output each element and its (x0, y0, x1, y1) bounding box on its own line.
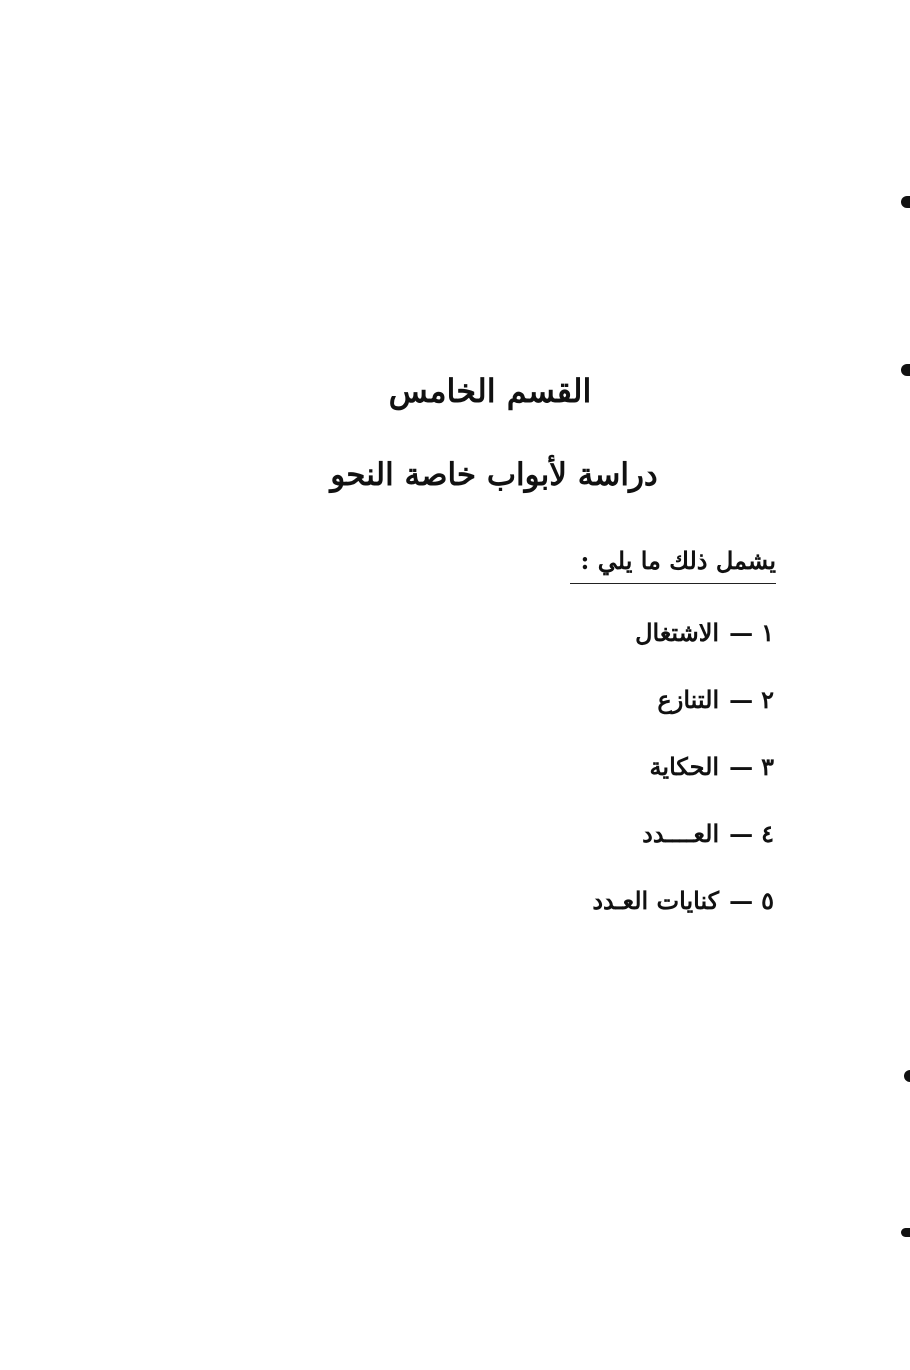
topic-dash: — (729, 685, 754, 714)
topic-label: الاشتغال (635, 618, 720, 647)
topic-number: ٥ (761, 886, 774, 915)
topic-number: ٤ (761, 819, 774, 848)
section-subtitle: دراسة لأبواب خاصة النحو (330, 457, 658, 493)
scan-edge-mark (901, 1228, 910, 1237)
topic-item (592, 752, 774, 819)
section-title: القسم الخامس (388, 372, 592, 410)
topic-dash: — (729, 886, 754, 915)
scan-edge-mark (901, 364, 910, 376)
topic-label: العــــدد (642, 819, 720, 848)
topic-label: كنايات العـدد (592, 886, 720, 915)
topic-item (592, 886, 774, 953)
topic-dash: — (729, 819, 754, 848)
topic-item (592, 819, 774, 886)
topic-dash: — (729, 618, 754, 647)
topic-number: ٢ (761, 685, 774, 714)
topic-label: الحكاية (649, 752, 720, 781)
topic-dash: — (729, 752, 754, 781)
topic-item (592, 618, 774, 685)
scan-edge-mark (901, 196, 910, 208)
topic-list (592, 618, 774, 953)
topic-item (592, 685, 774, 752)
topic-number: ١ (761, 618, 774, 647)
intro-line: يشمل ذلك ما يلي : (570, 546, 776, 584)
topic-number: ٣ (761, 752, 774, 781)
topic-label: التنازع (657, 685, 720, 714)
scan-edge-mark (904, 1070, 910, 1082)
